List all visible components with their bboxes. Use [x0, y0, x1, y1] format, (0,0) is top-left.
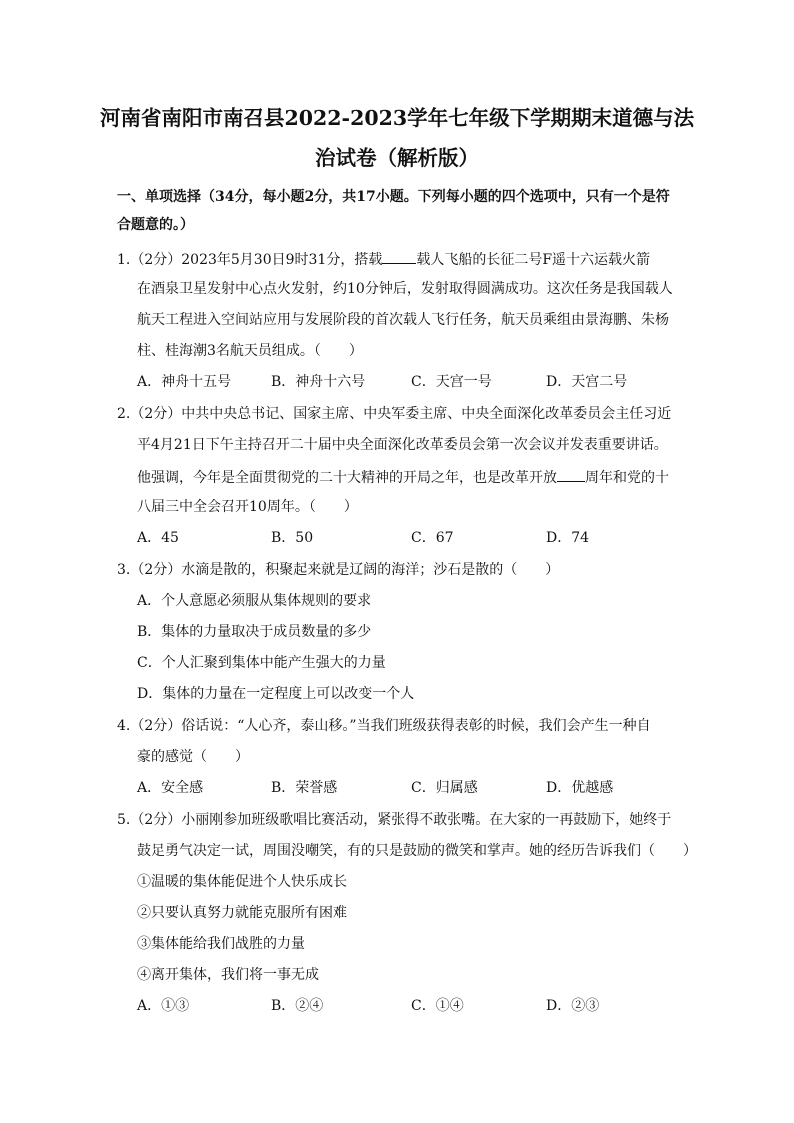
question-4-line-2: 豪的感觉（ ）	[137, 749, 249, 765]
question-1-line-2: 在酒泉卫星发射中心点火发射，约10分钟后，发射取得圆满成功。这次任务是我国载人	[137, 281, 673, 297]
section-instruction-line-2: 合题意的。）	[117, 217, 194, 233]
question-2-option-a[interactable]: A．45	[137, 530, 179, 546]
question-3-option-b[interactable]: B．集体的力量取决于成员数量的多少	[137, 624, 372, 640]
question-2-text-a: 他强调，今年是全面贯彻党的二十大精神的开局之年，也是改革开放	[137, 470, 557, 486]
question-4-option-c[interactable]: C．归属感	[411, 780, 478, 796]
fill-in-blank	[557, 467, 585, 482]
question-5-statement-2: ②只要认真努力就能克服所有困难	[137, 905, 347, 921]
question-3-option-c[interactable]: C．个人汇聚到集体中能产生强大的力量	[137, 655, 386, 671]
exam-title-line-1: 河南省南阳市南召县2022-2023学年七年级下学期期末道德与法	[100, 106, 695, 130]
question-5-line-1: 5.（2分）小丽刚参加班级歌唱比赛活动，紧张得不敢张嘴。在大家的一再鼓励下，她终于	[117, 812, 672, 828]
question-2-line-1: 2.（2分）中共中央总书记、国家主席、中央军委主席、中央全面深化改革委员会主任习近	[117, 406, 672, 422]
exam-title-line-2: 治试卷（解析版）	[315, 146, 479, 170]
question-1-line-1	[117, 249, 650, 269]
question-1-line-3: 航天工程进入空间站应用与发展阶段的首次载人飞行任务，航天员乘组由景海鹏、朱杨	[137, 312, 669, 328]
question-1-option-b[interactable]: B．神舟十六号	[271, 374, 366, 390]
question-2-option-d[interactable]: D．74	[546, 530, 590, 546]
question-1-text-a: 1.（2分）2023年5月30日9时31分，搭载	[117, 252, 383, 268]
fill-in-blank	[382, 249, 416, 264]
question-2-line-3	[137, 467, 669, 487]
question-5-option-d[interactable]: D．②③	[546, 998, 600, 1014]
question-5-option-c[interactable]: C．①④	[411, 998, 464, 1014]
question-4-option-a[interactable]: A．安全感	[137, 780, 204, 796]
question-5-statement-3: ③集体能给我们战胜的力量	[137, 936, 305, 952]
question-2-option-b[interactable]: B．50	[271, 530, 314, 546]
question-5-line-2: 鼓足勇气决定一试，周围没嘲笑，有的只是鼓励的微笑和掌声。她的经历告诉我们（ ）	[137, 843, 697, 859]
question-5-option-a[interactable]: A．①③	[137, 998, 190, 1014]
question-1-line-4: 柱、桂海潮3名航天员组成。（ ）	[137, 343, 363, 359]
question-5-statement-1: ①温暖的集体能促进个人快乐成长	[137, 874, 347, 890]
question-2-text-b: 周年和党的十	[585, 470, 669, 486]
question-3-option-d[interactable]: D．集体的力量在一定程度上可以改变一个人	[137, 686, 415, 702]
question-1-option-a[interactable]: A．神舟十五号	[137, 374, 232, 390]
question-2-line-2: 平4月21日下午主持召开二十届中央全面深化改革委员会第一次会议并发表重要讲话。	[137, 437, 668, 453]
section-instruction-line-1: 一、单项选择（34分，每小题2分，共17小题。下列每小题的四个选项中，只有一个是符	[117, 189, 670, 205]
question-5-statement-4: ④离开集体，我们将一事无成	[137, 967, 319, 983]
question-1-option-c[interactable]: C．天宫一号	[411, 374, 492, 390]
question-5-option-b[interactable]: B．②④	[271, 998, 324, 1014]
question-1-text-b: 载人飞船的长征二号F遥十六运载火箭	[416, 252, 651, 268]
question-3-line-1: 3.（2分）水滴是散的，积聚起来就是辽阔的海洋；沙石是散的（ ）	[117, 562, 560, 578]
question-2-line-4: 八届三中全会召开10周年。（ ）	[137, 499, 358, 515]
question-4-line-1: 4.（2分）俗话说：“人心齐，泰山移。”当我们班级获得表彰的时候，我们会产生一种自	[117, 718, 651, 734]
question-2-option-c[interactable]: C．67	[411, 530, 454, 546]
question-3-option-a[interactable]: A．个人意愿必须服从集体规则的要求	[137, 593, 372, 609]
question-1-option-d[interactable]: D．天宫二号	[546, 374, 628, 390]
question-4-option-b[interactable]: B．荣誉感	[271, 780, 338, 796]
question-4-option-d[interactable]: D．优越感	[546, 780, 614, 796]
